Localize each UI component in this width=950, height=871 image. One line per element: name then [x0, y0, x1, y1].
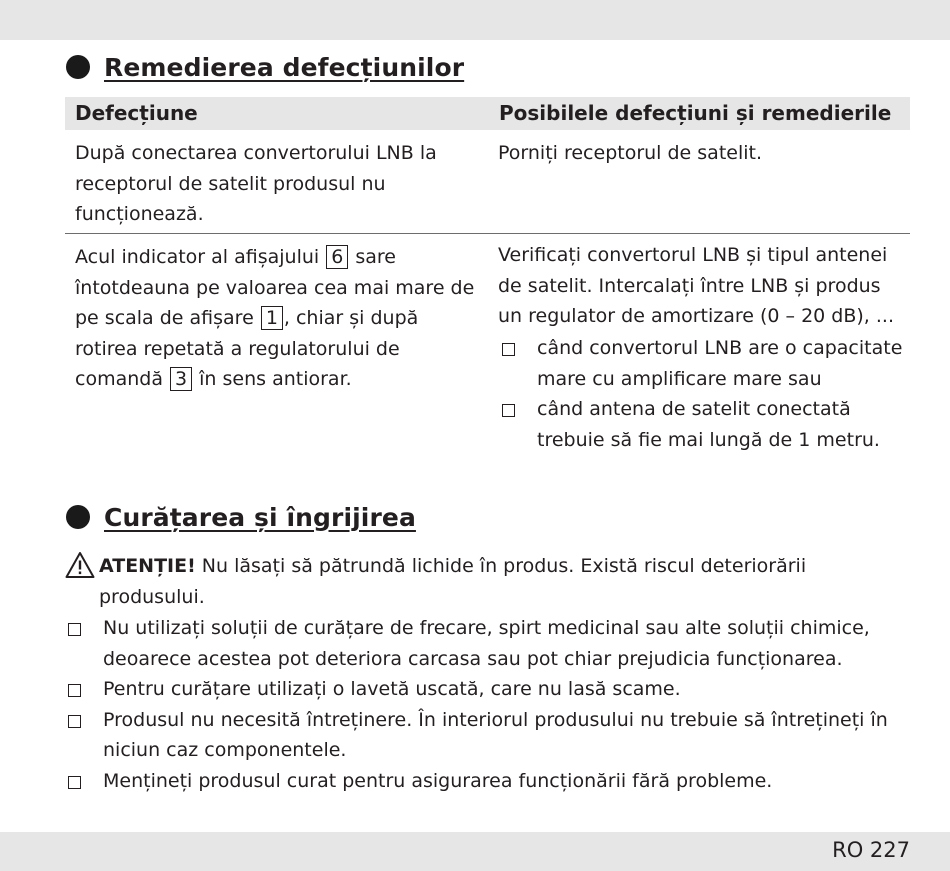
text-fragment: în sens antiorar. [199, 368, 352, 390]
remedy-checklist [502, 333, 912, 455]
section-heading-troubleshooting [66, 51, 464, 83]
list-item [502, 394, 912, 455]
warning-text [99, 551, 905, 612]
cleaning-checklist [68, 613, 898, 796]
checkbox-icon [68, 623, 81, 636]
section-bullet-icon [66, 55, 90, 79]
checkbox-icon [68, 776, 81, 789]
checkbox-icon [68, 715, 81, 728]
reference-box: 6 [326, 245, 348, 269]
warning-label: ATENȚIE! [99, 555, 196, 577]
list-item [68, 674, 898, 705]
table-cell-remedy: Verificați convertorul LNB și tipul antenei de satelit. Intercalați între LNB și produs un regulator de amortizare (0 – 20 dB), ... [498, 244, 895, 327]
warning-note [65, 551, 905, 612]
checkbox-icon [502, 404, 515, 417]
list-item-text: Produsul nu necesită întreținere. În interiorul produsului nu trebuie să întrețineți în niciun caz componentele. [103, 708, 888, 761]
reference-box: 3 [170, 367, 192, 391]
text-fragment: sare întotdeauna pe valoarea cea mai mare de pe scala de afișare [75, 246, 475, 329]
top-band [0, 0, 950, 40]
reference-box: 1 [261, 306, 283, 330]
list-item-text: Nu utilizați soluții de curățare de frecare, spirt medicinal sau alte soluții chimice, deoarece acestea pot deteriora carcasa sau pot chiar prejudicia funcționarea. [103, 617, 870, 670]
checkbox-icon [68, 684, 81, 697]
list-item-text: Mențineți produsul curat pentru asigurarea funcționării fără probleme. [103, 769, 773, 792]
list-item [68, 766, 898, 797]
list-item-text: Pentru curățare utilizați o lavetă uscată, care nu lasă scame. [103, 678, 681, 700]
list-item [68, 705, 898, 766]
page-number: RO 227 [832, 838, 910, 862]
table-cell-fault [75, 242, 475, 395]
list-item [68, 613, 898, 674]
list-item-text: când antena de satelit conectată trebuie să fie mai lungă de 1 metru. [537, 398, 880, 451]
section-bullet-icon [66, 505, 90, 529]
checkbox-icon [502, 343, 515, 356]
text-fragment: Acul indicator al afișajului [75, 246, 320, 268]
warning-message: Nu lăsați să pătrundă lichide în produs. Există riscul deteriorării produsului. [99, 555, 807, 608]
row-divider [65, 233, 910, 234]
section-title: Remedierea defecțiunilor [104, 52, 465, 82]
list-item [502, 333, 912, 394]
section-heading-cleaning [66, 501, 416, 533]
table-cell-remedy: Porniți receptorul de satelit. [498, 142, 763, 164]
footer-band [0, 832, 950, 871]
text-fragment: , chiar și după rotirea repetată a regulatorului de comandă [75, 307, 419, 390]
section-title: Curățarea și îngrijirea [104, 502, 416, 532]
list-item-text: când convertorul LNB are o capacitate mare cu amplificare mare sau [537, 337, 903, 390]
column-header-remedy: Posibilele defecțiuni și remedierile [499, 101, 892, 125]
table-header [65, 97, 910, 130]
warning-triangle-icon [65, 551, 99, 581]
column-header-fault: Defecțiune [75, 101, 198, 125]
table-cell-fault: După conectarea convertorului LNB la receptorul de satelit produsul nu funcționează. [75, 142, 437, 225]
